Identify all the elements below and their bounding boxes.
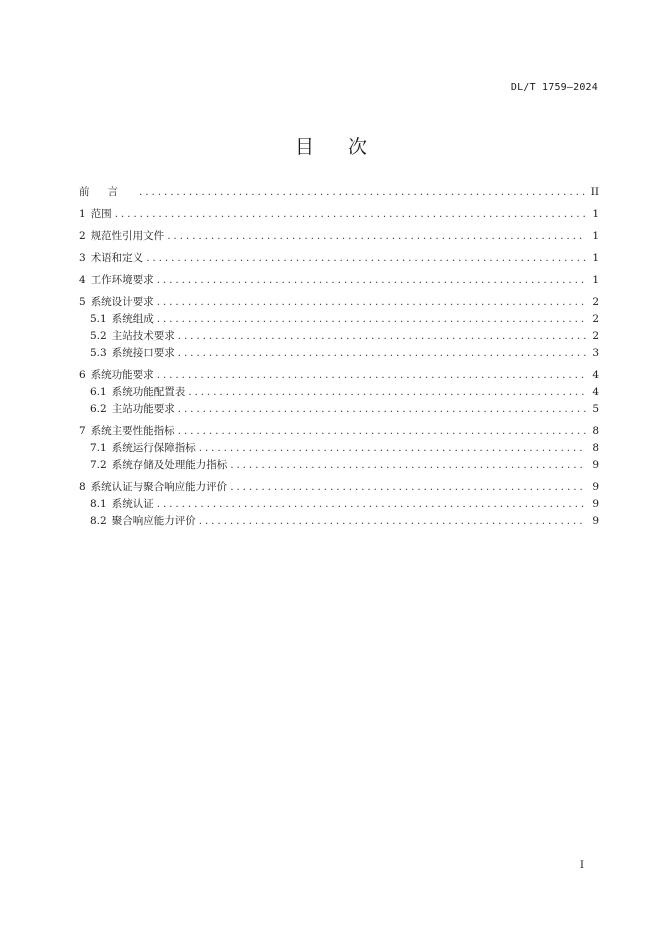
toc-entry-7[interactable]	[79, 420, 599, 437]
toc-entry-4[interactable]	[79, 269, 599, 286]
toc-entry-label: 系统存储及处理能力指标	[111, 459, 228, 471]
toc-entry-number: 2	[79, 230, 86, 242]
toc-entry-page: 1	[592, 252, 599, 264]
toc-entry-page: 2	[592, 330, 599, 342]
toc-entry-number: 5	[79, 296, 86, 308]
toc-entry-page: 5	[592, 403, 599, 415]
toc-entry-page: 9	[592, 481, 599, 493]
toc-leader-dots	[178, 347, 586, 359]
toc-leader-dots	[178, 425, 586, 437]
toc-entry-number: 6	[79, 369, 86, 381]
toc-entry-number: 5.3	[90, 347, 107, 359]
toc-entry-5-2[interactable]	[79, 325, 599, 342]
toc-leader-dots	[115, 208, 586, 220]
toc-leader-dots	[157, 296, 586, 308]
toc-entry-label: 规范性引用文件	[90, 230, 165, 242]
toc-leader-dots	[157, 313, 586, 325]
toc-entry-label: 系统运行保障指标	[111, 442, 196, 454]
toc-entry-5-1[interactable]	[79, 308, 599, 325]
toc-entry-number: 5.1	[90, 313, 107, 325]
toc-entry-8-1[interactable]	[79, 493, 599, 510]
toc-entry-page: 4	[592, 369, 599, 381]
toc-entry-page: 4	[592, 386, 599, 398]
toc-leader-dots	[167, 230, 586, 242]
page-number: I	[580, 860, 584, 871]
toc-leader-dots	[157, 498, 586, 510]
toc-entry-page: 9	[592, 459, 599, 471]
toc-entry-label: 聚合响应能力评价	[111, 515, 196, 527]
toc-entry-page: 3	[592, 347, 599, 359]
page-title: 目 次	[294, 136, 382, 158]
toc-entry-7-2[interactable]	[79, 454, 599, 471]
toc-entry-number: 3	[79, 252, 86, 264]
toc-entry-page: 1	[592, 274, 599, 286]
toc-entry-label: 工作环境要求	[90, 274, 154, 286]
toc-entry-page: 2	[592, 313, 599, 325]
toc-leader-dots	[199, 442, 586, 454]
toc-entry-number: 7	[79, 425, 86, 437]
toc-entry-label: 范围	[90, 208, 112, 220]
toc-entry-page: 1	[592, 230, 599, 242]
toc-entry-2[interactable]	[79, 225, 599, 242]
toc-entry-page: 2	[592, 296, 599, 308]
toc-entry-5[interactable]	[79, 291, 599, 308]
toc-entry-5-3[interactable]	[79, 342, 599, 359]
toc-entry-number: 7.1	[90, 442, 107, 454]
toc-entry-label: 术语和定义	[90, 252, 144, 264]
toc-entry-8-2[interactable]	[79, 510, 599, 527]
toc-entry-label: 系统主要性能指标	[90, 425, 175, 437]
toc-entry-label: 主站功能要求	[111, 403, 175, 415]
toc-leader-dots	[146, 252, 586, 264]
toc-entry-6-2[interactable]	[79, 398, 599, 415]
toc-leader-dots	[230, 481, 586, 493]
toc-entry-label: 系统组成	[111, 313, 154, 325]
toc-leader-dots	[230, 459, 586, 471]
toc-leader-dots	[139, 186, 586, 198]
toc-entry-page: 9	[592, 498, 599, 510]
toc-entry-number: 5.2	[90, 330, 107, 342]
toc-entry-preface[interactable]	[79, 181, 599, 198]
toc-leader-dots	[157, 369, 586, 381]
toc-entry-number: 8.1	[90, 498, 107, 510]
toc-entry-page: 8	[592, 425, 599, 437]
toc-entry-page: 9	[592, 515, 599, 527]
toc-entry-6[interactable]	[79, 364, 599, 381]
toc-leader-dots	[199, 515, 586, 527]
toc-entry-label: 系统认证与聚合响应能力评价	[90, 481, 228, 493]
toc-entry-number: 6.1	[90, 386, 107, 398]
toc-entry-7-1[interactable]	[79, 437, 599, 454]
toc-entry-page: II	[590, 186, 599, 198]
toc-entry-number: 6.2	[90, 403, 107, 415]
standard-code: DL/T 1759—2024	[510, 82, 598, 93]
toc-entry-label: 系统功能要求	[90, 369, 154, 381]
toc-entry-6-1[interactable]	[79, 381, 599, 398]
toc-leader-dots	[188, 386, 586, 398]
toc-entry-number: 8	[79, 481, 86, 493]
toc-entry-3[interactable]	[79, 247, 599, 264]
toc-entry-label: 系统设计要求	[90, 296, 154, 308]
toc-leader-dots	[157, 274, 586, 286]
toc-entry-label: 前言	[79, 186, 136, 198]
toc-entry-label: 系统功能配置表	[111, 386, 186, 398]
toc-entry-1[interactable]	[79, 203, 599, 220]
toc-entry-number: 4	[79, 274, 86, 286]
toc-leader-dots	[178, 403, 586, 415]
toc-entry-8[interactable]	[79, 476, 599, 493]
toc-entry-page: 1	[592, 208, 599, 220]
toc-entry-number: 1	[79, 208, 86, 220]
toc-entry-label: 系统接口要求	[111, 347, 175, 359]
toc-entry-label: 主站技术要求	[111, 330, 175, 342]
toc-entry-number: 8.2	[90, 515, 107, 527]
toc-entry-label: 系统认证	[111, 498, 154, 510]
toc-entry-number: 7.2	[90, 459, 107, 471]
toc-leader-dots	[178, 330, 586, 342]
toc-entry-page: 8	[592, 442, 599, 454]
table-of-contents	[79, 181, 599, 527]
